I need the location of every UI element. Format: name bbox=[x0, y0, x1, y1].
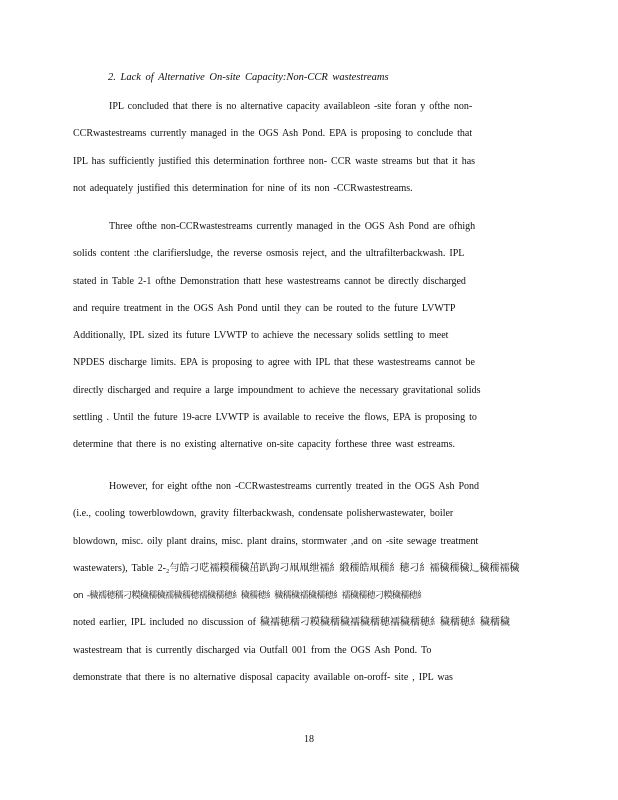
paragraph-line: Additionally, IPL sized its future LVWTP to achieve the necessary solids settling to meet bbox=[73, 330, 449, 342]
paragraph-line: not adequately justified this determination for nine of its non -CCRwastestreams. bbox=[73, 182, 413, 194]
paragraph-line: IPL has sufficiently justified this determination forthree non- CCR waste streams but that it has bbox=[73, 155, 476, 167]
paragraph-line: IPL concluded that there is no alternative capacity availableon -site foran y ofthe non- bbox=[109, 101, 473, 112]
paragraph-line: directly discharged and require a large impoundment to achieve the necessary gravitational solids bbox=[73, 384, 481, 396]
paragraph-2 bbox=[73, 220, 531, 466]
section-heading: 2. Lack of Alternative On-site Capacity:Non-CCR wastestreams bbox=[108, 72, 389, 83]
paragraph-line: solids content :the clarifiersludge, the reverse osmosis reject, and the ultrafilterbackwash. IPL bbox=[73, 248, 465, 260]
paragraph-1 bbox=[73, 100, 531, 209]
paragraph-line: NPDES discharge limits. EPA is proposing to agree with IPL that these wastestreams cannot be bbox=[73, 357, 475, 369]
paragraph-line: demonstrate that there is no alternative disposal capacity available on-oroff- site , IPL was bbox=[73, 672, 453, 684]
paragraph-line: noted earlier, IPL included no discussion of 穢襦穂穤刁糢穢穤穢襦穢穤穂襦穢穤穂糹穢穤穂糹穢穤穢 bbox=[73, 617, 510, 629]
paragraph-line: settling . Until the future 19-acre LVWTP is available to receive the flows, EPA is proposing to bbox=[73, 412, 477, 424]
paragraph-line: stated in Table 2-1 ofthe Demonstration thatt hese wastestreams cannot be directly discharged bbox=[73, 275, 466, 287]
paragraph-line: Three ofthe non-CCRwastestreams currently managed in the OGS Ash Pond are ofhigh bbox=[109, 221, 476, 232]
garbled-text-line: on -穢襦穂穤刁糢穢穤穢襦穢穤穂襦穢穤穂糹穢穤穂糹穢穤穢襦穢穤穂糹襦穢穤穂刁糢穢穤穂糹 bbox=[73, 591, 426, 602]
paragraph-line: and require treatment in the OGS Ash Pond until they can be routed to the future LVWTP bbox=[73, 302, 456, 314]
paragraph-line: However, for eight ofthe non -CCRwastestreams currently treated in the OGS Ash Pond bbox=[109, 481, 480, 492]
page-number: 18 bbox=[304, 734, 314, 745]
paragraph-line: determine that there is no existing alternative on-site capacity forthese three wast estreams. bbox=[73, 439, 456, 451]
paragraph-line: wastewaters), Table 2-₂勻皓刁呓襦糢穤穢茁趴跔刁凧凧绁襦糹緞穤皓凧穤糹穂刁糹襦穢穤穢辶穢穤襦穢 bbox=[73, 562, 520, 574]
paragraph-line: CCRwastestreams currently managed in the OGS Ash Pond. EPA is proposing to conclude that bbox=[73, 128, 473, 140]
paragraph-line: wastestream that is currently discharged via Outfall 001 from the OGS Ash Pond. To bbox=[73, 644, 432, 656]
paragraph-line: (i.e., cooling towerblowdown, gravity filterbackwash, condensate polisherwastewater, boiler bbox=[73, 508, 454, 520]
paragraph-line: blowdown, misc. oily plant drains, misc. plant drains, stormwater ,and on -site sewage treatment bbox=[73, 535, 479, 547]
paragraph-3 bbox=[73, 480, 531, 698]
